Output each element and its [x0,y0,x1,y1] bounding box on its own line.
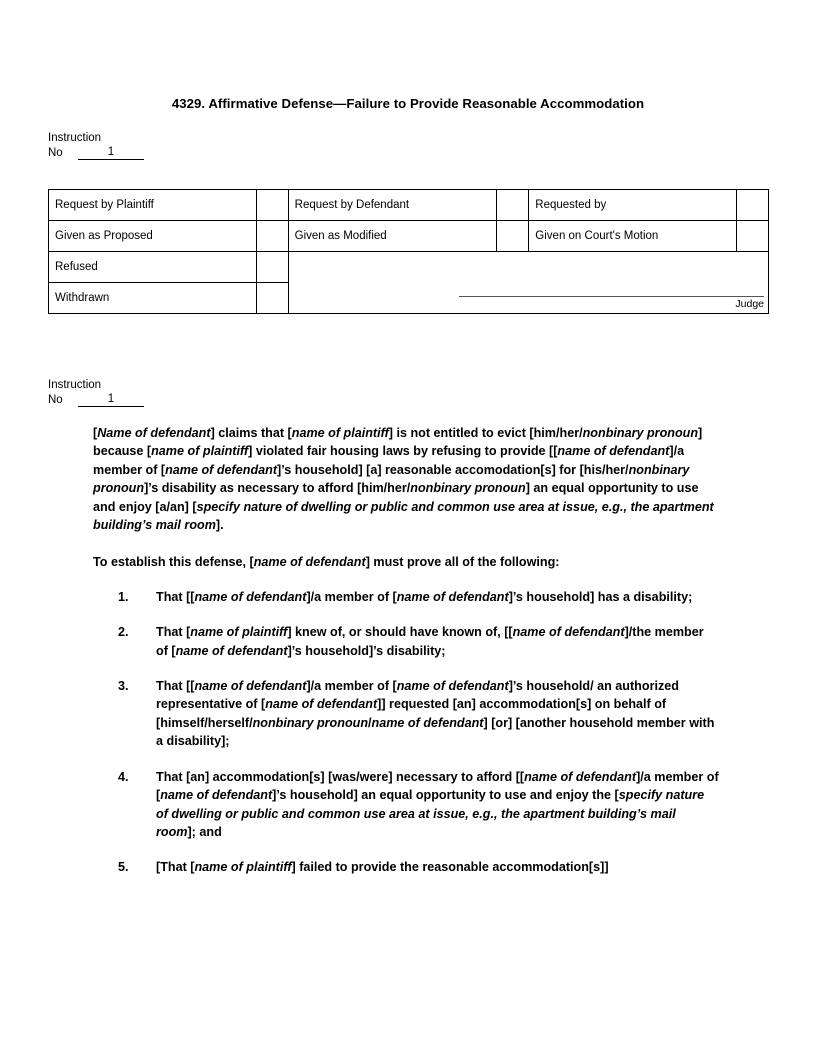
claim-statement-paragraph: [Name of defendant] claims that [name of plaintiff] is not entitled to evict [him/her/nonbinary pronoun] because [name of plaintiff] violated fair housing laws by refusing to provide [[name of defendant]/a member of [name of defendant]’s household] [a] reasonable accomodation[s] for [his/her/nonbinary pronoun]’s disability as necessary to afford [him/her/nonbinary pronoun] an equal opportunity to use and enjoy [a/an] [specify nature of dwelling or public and common use area at issue, e.g., the apartment building’s mail room]. [93,426,714,533]
instruction-number-block-second [48,378,144,407]
list-item [93,677,719,751]
list-item-number: 2. [118,625,129,640]
cell-given-as-proposed: Given as Proposed [49,221,257,252]
checkbox-withdrawn[interactable] [256,283,288,314]
instruction-label-line2-second: No [48,393,63,406]
list-item-text: That [[name of defendant]/a member of [name of defendant]’s household] has a disability; [156,589,693,604]
list-item [93,858,719,876]
instruction-label-line1: Instruction [48,132,102,144]
instruction-label-line2: No [48,146,63,159]
list-item-number: 5. [118,860,129,875]
table-row [49,221,769,252]
cell-withdrawn: Withdrawn [49,283,257,314]
list-item [93,588,719,606]
checkbox-given-on-courts-motion[interactable] [736,221,768,252]
cell-request-by-defendant: Request by Defendant [288,190,497,221]
establish-defense-paragraph: To establish this defense, [name of defendant] must prove all of the following: [93,555,560,570]
claim-elements-list [93,588,719,877]
checkbox-request-by-plaintiff[interactable] [256,190,288,221]
page-title: 4329. Affirmative Defense—Failure to Provide Reasonable Accommodation [171,96,645,111]
instruction-label-line1-second: Instruction [48,379,102,391]
checkbox-refused[interactable] [256,252,288,283]
table-row [49,252,769,283]
list-item-text: That [an] accommodation[s] [was/were] necessary to afford [[name of defendant]/a member of [name of defendant]’s household] an equal opportunity to use and enjoy the [specify nature of dwelling or public and common use area at issue, e.g., the apartment building’s mail room]; and [156,769,719,839]
list-item [93,768,719,842]
list-item-number: 3. [118,679,129,694]
judge-signature-label: Judge [735,298,764,310]
list-item [93,623,719,660]
list-item-text: That [[name of defendant]/a member of [name of defendant]’s household/ an authorized representative of [name of defendant]] requested [an] accommodation[s] on behalf of [himself/herself/nonbinary pronoun/name of defendant] [or] [another household member with a disability]; [156,679,715,749]
list-item-text: [That [name of plaintiff] failed to provide the reasonable accommodation[s]] [156,860,609,875]
cell-refused: Refused [49,252,257,283]
instruction-number-block-top [48,131,144,160]
cell-request-by-plaintiff: Request by Plaintiff [49,190,257,221]
checkbox-request-by-defendant[interactable] [497,190,529,221]
judge-signature-block [459,295,764,311]
checkbox-requested-by[interactable] [736,190,768,221]
instruction-number-field-second[interactable]: 1 [78,393,144,407]
court-disposition-table [48,189,769,314]
table-row [49,190,769,221]
instruction-body [93,424,719,877]
checkbox-given-as-modified[interactable] [497,221,529,252]
cell-given-as-modified: Given as Modified [288,221,497,252]
list-item-number: 4. [118,769,129,784]
judge-signature-area [288,252,768,314]
instruction-number-field-top[interactable]: 1 [78,146,144,160]
list-item-text: That [name of plaintiff] knew of, or should have known of, [[name of defendant]/the member of [name of defendant]’s household]’s disability; [156,625,704,658]
cell-given-on-courts-motion: Given on Court's Motion [529,221,737,252]
checkbox-given-as-proposed[interactable] [256,221,288,252]
list-item-number: 1. [118,589,129,604]
cell-requested-by: Requested by [529,190,737,221]
